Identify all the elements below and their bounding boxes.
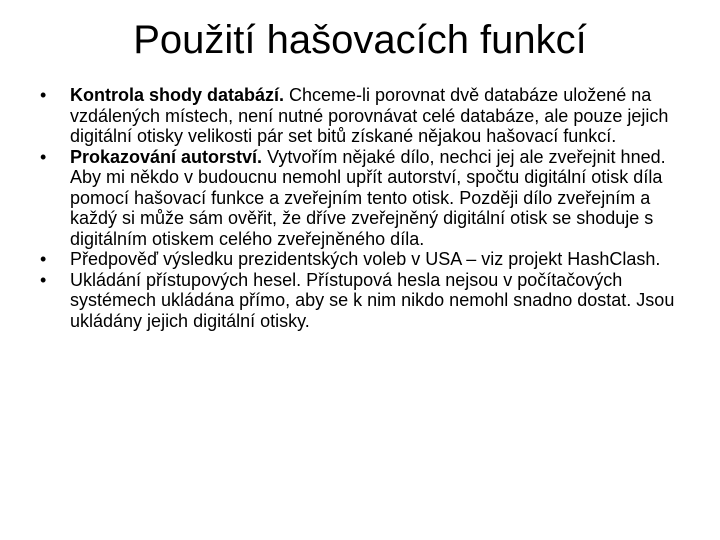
slide-title: Použití hašovacích funkcí (133, 18, 587, 62)
bullet-item-election-prediction (40, 249, 680, 270)
bullet-text: Předpověď výsledku prezidentských voleb v USA – viz projekt HashClash. (70, 249, 661, 269)
bullet-lead: Prokazování autorství. (70, 146, 263, 167)
bullet-icon: • (40, 249, 47, 269)
bullet-text: Vytvořím nějaké dílo, nechci jej ale zveřejnit hned. Aby mi někdo v budoucnu nemohl upřít autorství, spočtu digitální otisk díla pomocí hašovací funkce a zveřejním tento otisk. Později dílo zveřejním a každý si může sám ověřit, že dříve zveřejněný digitální otisk se shoduje s digitálním otiskem celého zveřejněného díla. (70, 146, 666, 249)
bullet-list (40, 85, 680, 331)
bullet-text: Ukládání přístupových hesel. Přístupová hesla nejsou v počítačových systémech ukládána přímo, aby se k nim nikdo nemohl snadno dostat. Jsou ukládány jejich digitální otisky. (70, 269, 675, 331)
bullet-lead: Kontrola shody databází. (70, 85, 285, 105)
bullet-icon: • (40, 85, 47, 105)
bullet-icon: • (40, 146, 47, 167)
bullet-item-database-check (40, 85, 680, 147)
bullet-item-password-storage (40, 270, 680, 332)
bullet-icon: • (40, 269, 47, 290)
bullet-text: Chceme-li porovnat dvě databáze uložené na vzdálených místech, není nutné porovnávat celé databáze, ale pouze jejich digitální otisky velikosti pár set bitů získané nějakou hašovací funkcí. (70, 85, 669, 146)
bullet-item-authorship (40, 147, 680, 250)
